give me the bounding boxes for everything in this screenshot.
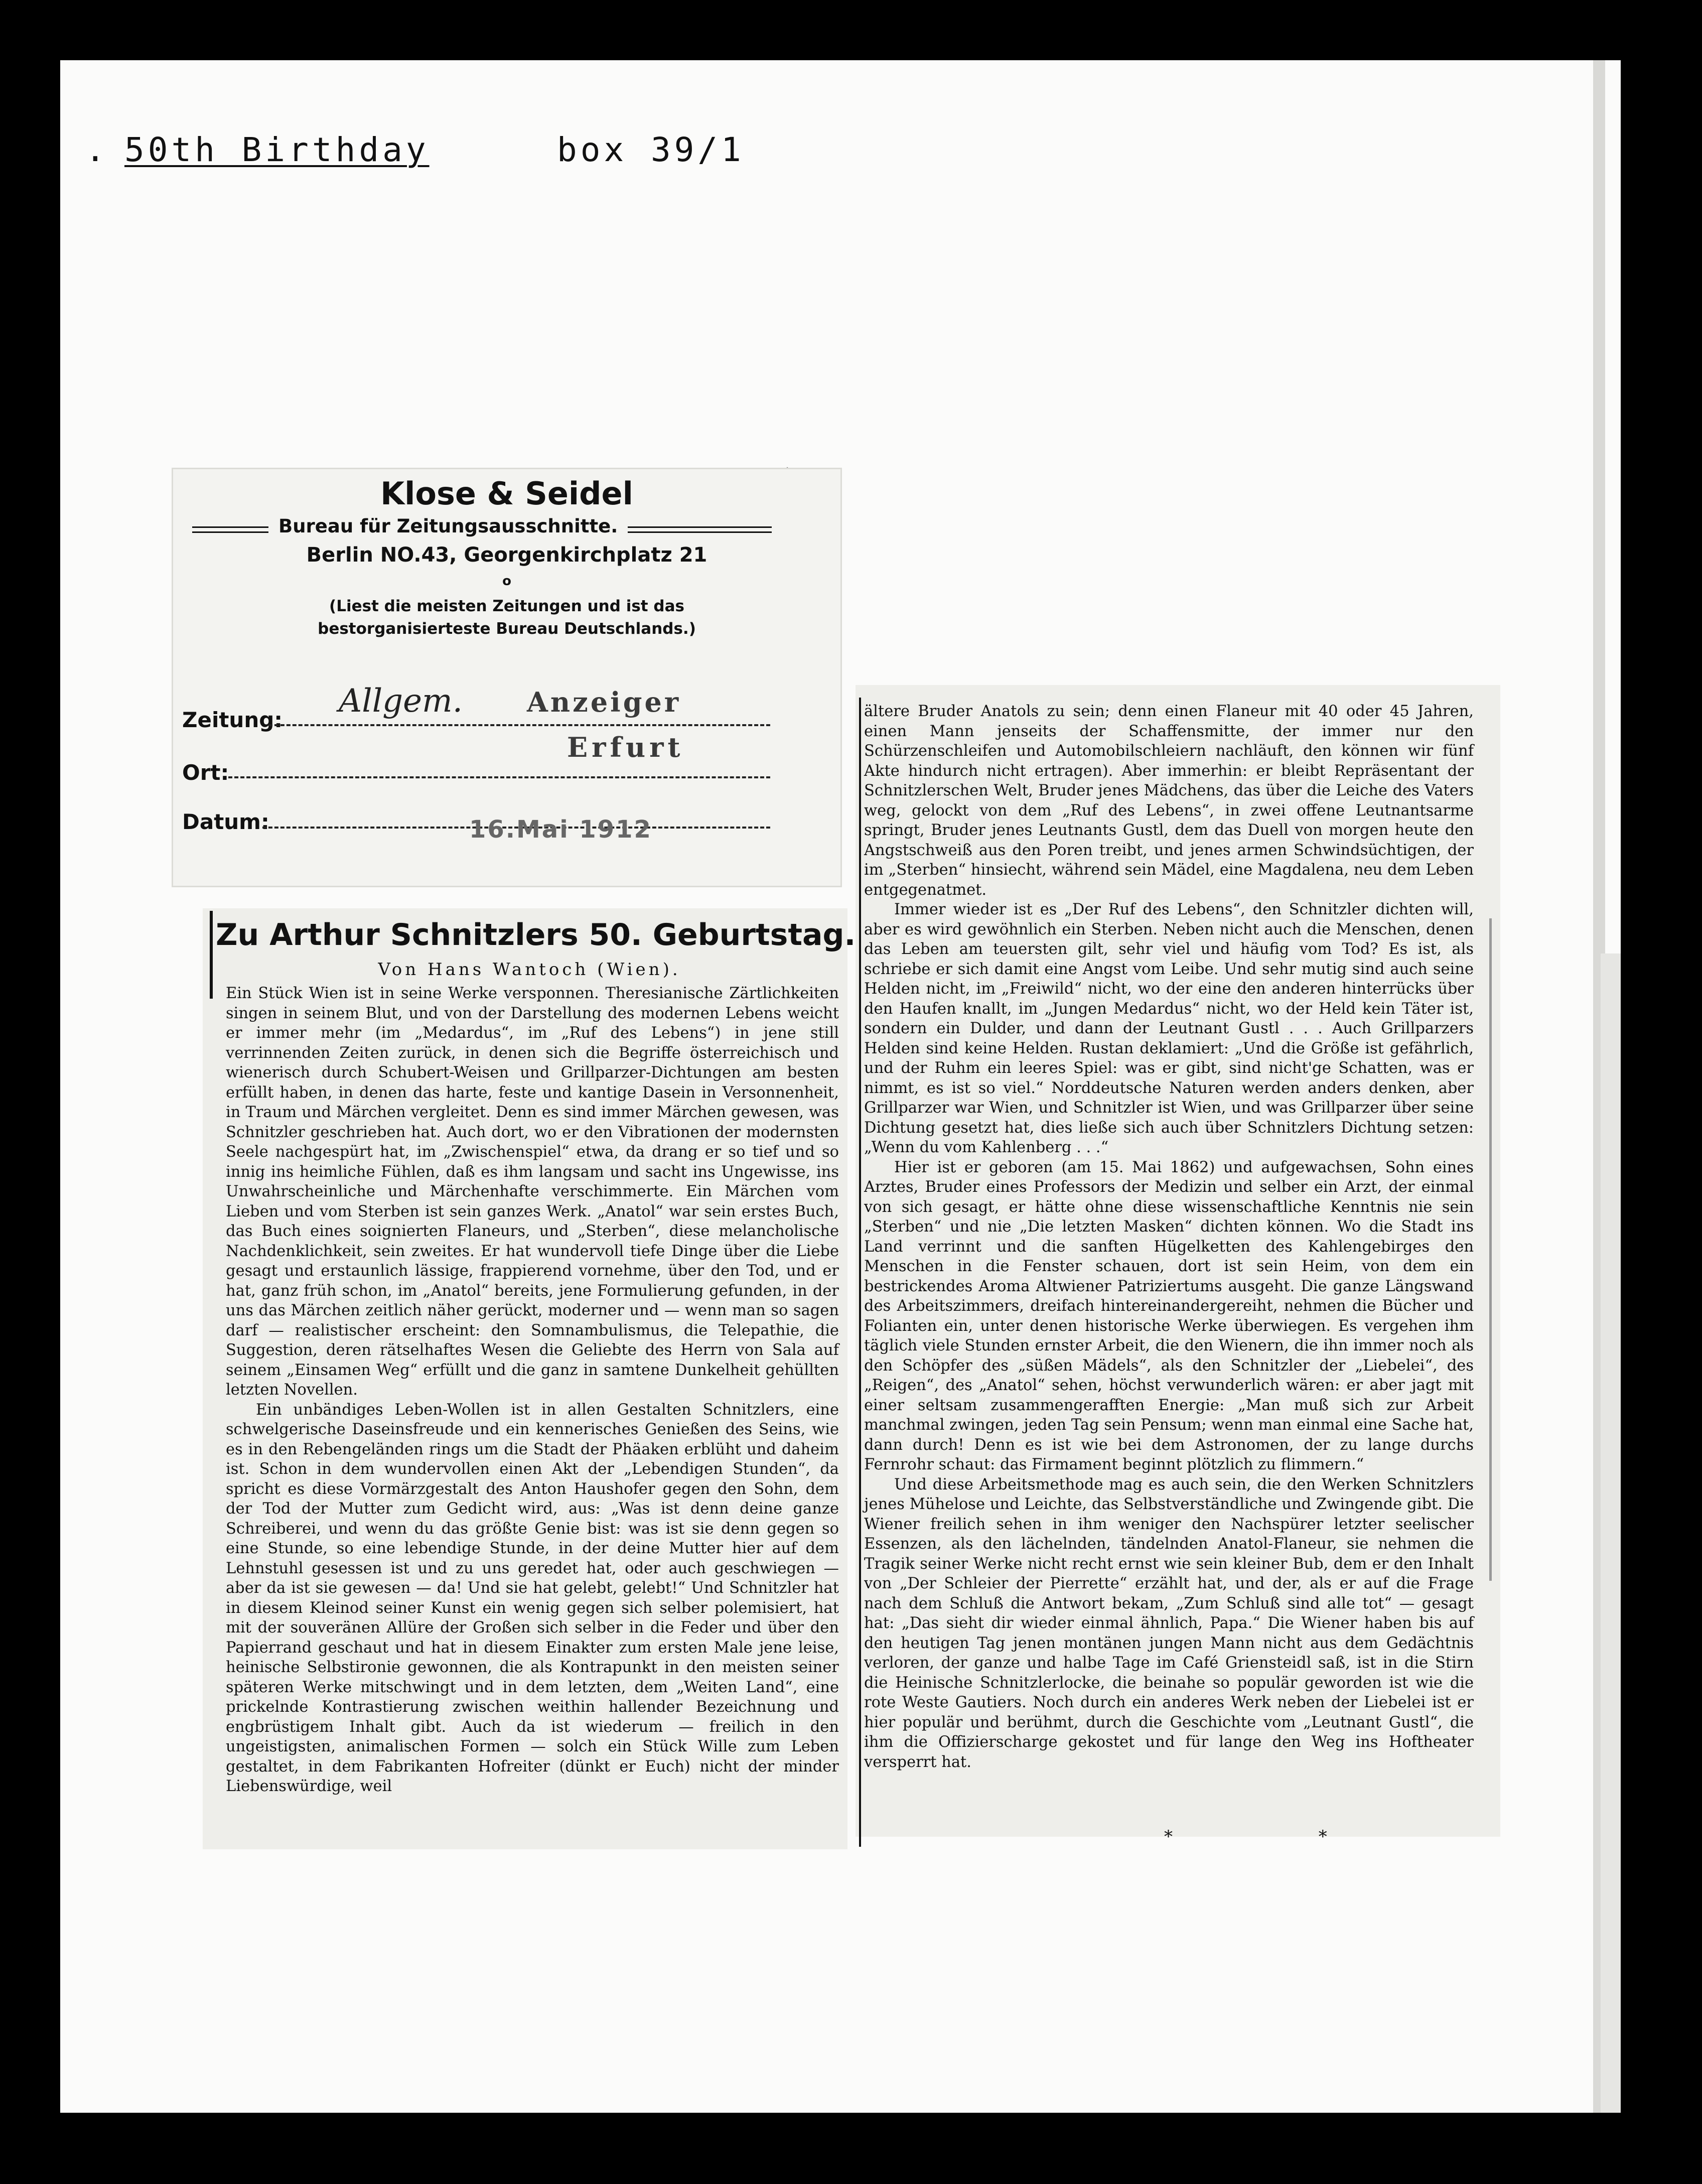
article-right-text (864, 702, 1474, 1771)
article-paragraph: Ein Stück Wien ist in seine Werke versponnen. Theresianische Zärtlichkeiten singen in seinem Blut, und von der Darstellung des modernen Lebens weicht er immer mehr (im „Medardus“, im „Ruf des Lebens“) in jene still verrinnenden Zeiten zurück, in denen sich die Begriffe österreichisch und wienerisch durch Schubert-Weisen und Grillparzer-Dichtungen am besten erfüllt haben, in denen das harte, feste und kantige Dasein in Versonnenheit, in Traum und Märchen vergleitet. Denn es sind immer Märchen gewesen, was Schnitzler geschrieben hat. Auch dort, wo er den Vibrationen der modernsten Seele nachgespürt hat, im „Zwischenspiel“ etwa, da drang er so tief und so innig ins heimliche Fühlen, daß es ihm langsam und sacht ins Ungewisse, ins Unwahrscheinliche und Märchenhafte verschimmerte. Ein Märchen vom Lieben und vom Sterben ist sein ganzes Werk. „Anatol“ war sein erstes Buch, das Buch eines soignierten Flaneurs, und „Sterben“, diese melancholische Nachdenklichkeit, sein zweites. Er hat wundervoll tiefe Dinge über die Liebe gesagt und erstaunlich lässige, frappierend vornehme, über den Tod, und er hat, ganz früh schon, im „Anatol“ bereits, jene Formulierung gefunden, in der uns das Märchen zeitlich näher gerückt, moderner und — wenn man so sagen darf — realistischer erscheint: den Somnambulismus, die Telepathie, die Suggestion, deren rätselhaftes Wesen die Geliebte des Herrn von Sala auf seinem „Einsamen Weg“ erfüllt und die ganz in samtene Dunkelheit gehüllten letzten Novellen. (226, 985, 839, 1399)
ort-stamped: Erfurt (567, 731, 684, 763)
stamp-subtitle: Bureau für Zeitungsausschnitte. (268, 515, 628, 537)
sheet-fold (1601, 953, 1621, 2113)
zeitung-handwritten: Allgem. (339, 682, 463, 720)
article-title: Zu Arthur Schnitzlers 50. Geburtstag. (216, 917, 856, 952)
datum-stamped: 16.Mai 1912 (469, 815, 652, 844)
header-dot: . (85, 130, 109, 169)
datum-label: Datum: (182, 809, 269, 834)
article-paragraph: Immer wieder ist es „Der Ruf des Lebens“, den Schnitzler dichten will, aber es wird gewöhnlich ein Sterben. Neben nicht auch die Menschen, denen das Leben am teuersten gilt, sehr viel und häufig vom Tod? Es ist, als schriebe er sich damit eine Angst vom Leibe. Und sehr mutig sind auch seine Helden nicht, im „Freiwild“ nicht, wo der eine den anderen hinterrücks über den Haufen knallt, im „Jungen Medardus“ nicht, wo der Held kein Täter ist, sondern ein Dulder, und dann der Leutnant Gustl . . . Auch Grillparzers Helden sind keine Helden. Rustan deklamiert: „Und die Größe ist gefährlich, und der Ruhm ein leeres Spiel: was er gibt, sind nicht'ge Schatten, was er nimmt, es ist so viel.“ Norddeutsche Naturen werden anders denken, aber Grillparzer war Wien, und Schnitzler ist Wien, und was Grillparzer über seine Dichtung gesetzt hat, dies ließe sich auch über Schnitzlers Dichtung setzen: „Wenn du vom Kahlenberg . . .“ (864, 901, 1474, 1156)
stamp-note-line-2: bestorganisierteste Bureau Deutschlands.) (318, 620, 696, 638)
ort-label: Ort: (182, 760, 229, 785)
header-title: 50th Birthday (124, 130, 430, 169)
clipping-left-bar (210, 911, 213, 999)
stamp-firm-name: Klose & Seidel (380, 475, 633, 512)
column-rule (859, 698, 861, 1847)
article-byline: Von Hans Wantoch (Wien). (378, 960, 681, 980)
zeitung-label: Zeitung: (182, 708, 283, 732)
clipping-bureau-stamp (173, 469, 840, 886)
stamp-address: Berlin NO.43, Georgenkirchplatz 21 (306, 543, 707, 567)
article-paragraph: Hier ist er geboren (am 15. Mai 1862) und aufgewachsen, Sohn eines Arztes, Bruder eines Professors der Medizin und selber ein Arzt, der einmal von sich gesagt, er hätte ohne diese wissenschaftliche Kenntnis nie sein „Sterben“ und nie „Die letzten Masken“ dichten können. Wo die Stadt ins Land verrinnt und die sanften Hügelketten des Kahlengebirges den Menschen in die Fenster schauen, dort ist sein Heim, von dem ein bestrickendes Aroma Altwiener Patriziertums ausgeht. Die ganze Längswand des Arbeitszimmers, dreifach hintereinandergereiht, nehmen die Bücher und Folianten ein, unter denen historische Werke überwiegen. Es vergehen ihm täglich viele Stunden ernster Arbeit, die den Wienern, die ihn immer noch als den Schöpfer des „süßen Mädels“, als den Schnitzler der „Liebelei“, des „Reigen“, des „Anatol“ sehen, höchst verwunderlich wären: er aber jagt mit einer seltsam zusammengerafften Energie: „Man muß sich zur Arbeit manchmal zwingen, jeden Tag sein Pensum; wenn man einmal eine Sache hat, dann durch! Denn es ist wie bei dem Astronomen, der zu lange durchs Fernrohr schaut: das Firmament beginnt plötzlich zu flimmern.“ (864, 1158, 1474, 1473)
stamp-note-line-1: (Liest die meisten Zeitungen und ist das (329, 597, 684, 615)
archive-header (85, 130, 745, 169)
article-paragraph: ältere Bruder Anatols zu sein; denn einen Flaneur mit 40 oder 45 Jahren, einen Mann jenseits der Schaffensmitte, der immer nur den Schürzenschleifen und Automobilschleiern nachläuft, den können wir fünf Akte hindurch nicht ertragen). Aber immerhin: er bleibt Repräsentant der Schnitzlerschen Welt, Bruder jenes Mädchens, das über die Leiche des Vaters weg, gelockt von dem „Ruf des Lebens“, in zwei offene Leutnantsarme springt, Bruder jenes Leutnants Gustl, dem das Duell von morgen heute den Angstschweiß aus den Poren treibt, und jenes armen Schwindsüchtigen, der im „Sterben“ hinsiecht, während sein Mädel, eine Magdalena, neu dem Leben entgegenatmet. (864, 703, 1474, 899)
ort-line (228, 776, 770, 778)
article-left-text (226, 984, 839, 1847)
zeitung-line (268, 724, 770, 726)
zeitung-stamped: Anzeiger (527, 686, 681, 718)
article-paragraph: Ein unbändiges Leben-Wollen ist in allen Gestalten Schnitzlers, eine schwelgerische Daseinsfreude und ein kennerisches Genießen des Seins, wie es in den Rebengeländen rings um die Stadt der Phäaken erblüht und daheim ist. Schon in dem wundervollen einen Akt der „Lebendigen Stunden“, da spricht es diese Vormärzgestalt des Anton Haushofer gegen den Sohn, dem der Tod der Mutter zum Gedicht wird, aus: „Was ist denn deine ganze Schreiberei, und wenn du das größte Genie bist: was ist sie denn gegen so eine Stunde, so eine lebendige Stunde, in der deine Mutter hier auf dem Lehnstuhl gesessen ist und zu uns geredet hat, oder auch geschwiegen — aber da ist sie gewesen — da! Und sie hat gelebt, gelebt!“ Und Schnitzler hat in diesem Kleinod seiner Kunst ein wenig gegen sich selber polemisiert, hat mit der souveränen Allüre der Großen sich selber in die Feder und über den Papierrand geschaut und hat in diesem Einakter zum ersten Male jene leise, heinische Selbstironie gewonnen, die als Kontrapunkt in den meisten seiner späteren Werke mitschwingt und in dem letzten, dem „Weiten Land“, eine prickelnde Kontrastierung zwischen weithin hallender Bezeichnung und engbrüstigem Inhalt gibt. Auch da ist wiederum — freilich in den ungeistigsten, animalischen Formen — solch ein Stück Wille zum Leben gestaltet, in dem Fabrikanten Hofreiter (dünkt er Euch) nicht der minder Liebenswürdige, weil (226, 1401, 839, 1795)
article-paragraph: Und diese Arbeitsmethode mag es auch sein, die den Werken Schnitzlers jenes Mühelose und Leichte, das Selbstverständliche und Zwingende gibt. Die Wiener freilich sehen in ihm weniger den Nachspürer letzter seelischer Essenzen, als den lächelnden, tändelnden Anatol-Flaneur, sie nehmen die Tragik seiner Werke nicht recht ernst wie sein kleiner Bub, dem er den Inhalt von „Der Schleier der Pierrette“ erzählt hat, und der, als er auf die Frage nach dem Schluß die Antwort bekam, „Zum Schluß sind alle tot“ — gesagt hat: „Das sieht dir wieder einmal ähnlich, Papa.“ Die Wiener haben bis auf den heutigen Tag jenen montänen jungen Mann nicht aus dem Gedächtnis verloren, der ganze und halbe Tage im Café Griensteidl saß, ist in die Stirn die Heinische Schnitzlerlocke, die beinahe so populär geworden ist wie die rote Weste Gautiers. Noch durch ein anderes Werk neben der Liebelei ist er hier populär und berühmt, durch die Geschichte vom „Leutnant Gustl“, die ihm die Offizierscharge gekostet und für lange den Weg ins Hoftheater versperrt hat. (864, 1475, 1474, 1771)
header-box-label: box 39/1 (557, 130, 745, 169)
end-stars: * * (1164, 1827, 1397, 1847)
stamp-ornament: o (502, 574, 511, 589)
clipping-right-edge (1489, 918, 1492, 1581)
